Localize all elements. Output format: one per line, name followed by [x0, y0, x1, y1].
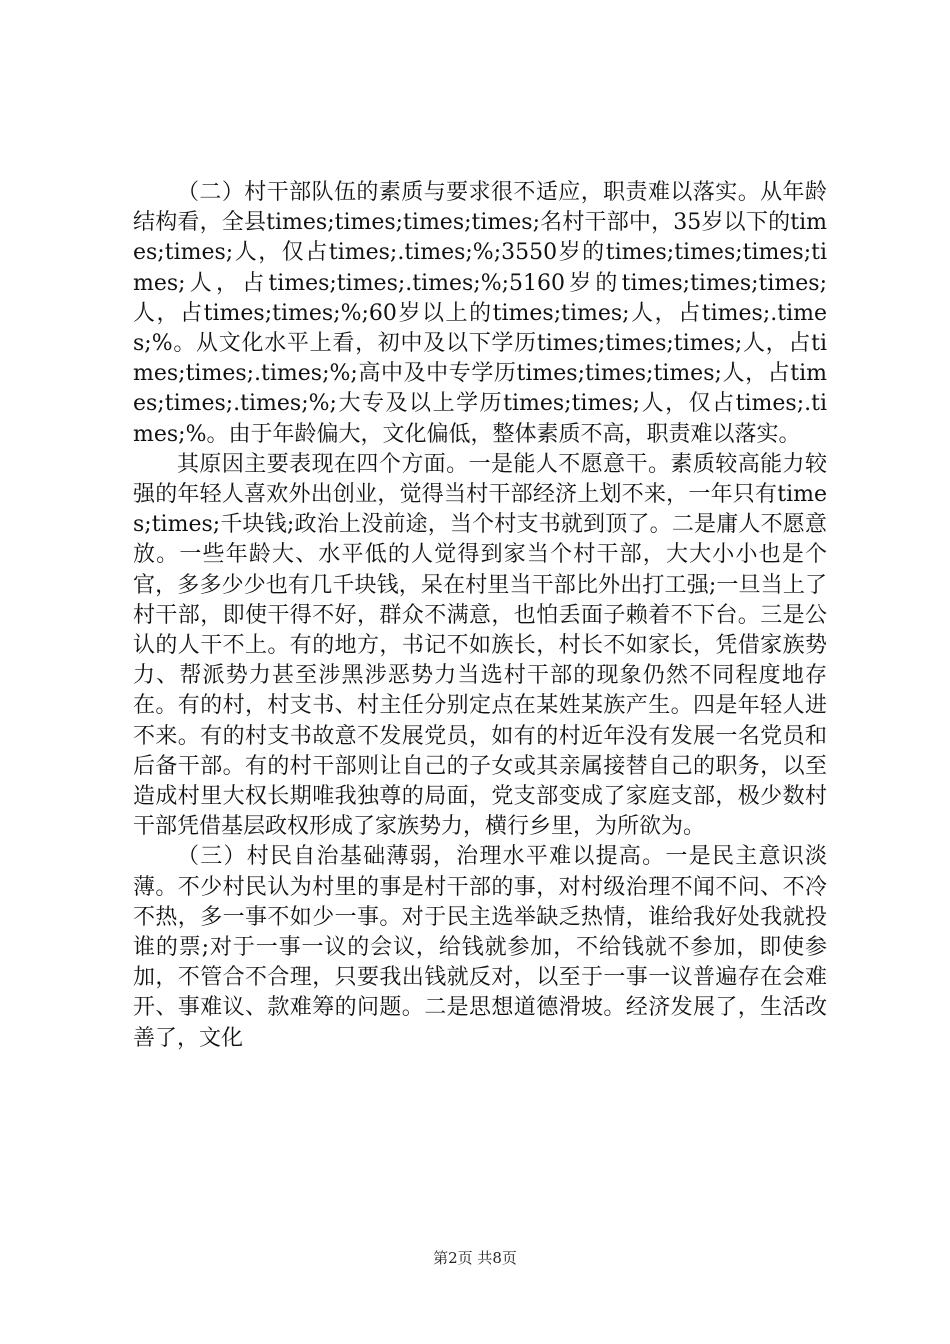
- paragraph-villager-autonomy: （三）村民自治基础薄弱，治理水平难以提高。一是民主意识淡薄。不少村民认为村里的事是村干部的事，对村级治理不闻不问、不冷不热，多一事不如少一事。对于民主选举缺乏热情，谁给我好处我就投谁的票;对于一事一议的会议，给钱就参加，不给钱就不参加，即使参加，不管合不合理，只要我出钱就反对，以至于一事一议普遍存在会难开、事难议、款难筹的问题。二是思想道德滑坡。经济发展了，生活改善了，文化: [133, 844, 827, 1051]
- page-number-footer: 第2页 共8页: [433, 1249, 517, 1267]
- document-body: [133, 178, 827, 1054]
- paragraph-four-reasons: 其原因主要表现在四个方面。一是能人不愿意干。素质较高能力较强的年轻人喜欢外出创业，觉得当村干部经济上划不来，一年只有times;times;千块钱;政治上没前途，当个村支书就到顶了。二是庸人不愿意放。一些年龄大、水平低的人觉得到家当个村干部，大大小小也是个官，多多少少也有几千块钱，呆在村里当干部比外出打工强;一旦当上了村干部，即使干得不好，群众不满意，也怕丢面子赖着不下台。三是公认的人干不上。有的地方，书记不如族长，村长不如家长，凭借家族势力、帮派势力甚至涉黑涉恶势力当选村干部的现象仍然不同程度地存在。有的村，村支书、村主任分别定点在某姓某族产生。四是年轻人进不来。有的村支书故意不发展党员，如有的村近年没有发展一名党员和后备干部。有的村干部则让自己的子女或其亲属接替自己的职务，以至造成村里大权长期唯我独尊的局面，党支部变成了家庭支部，极少数村干部凭借基层政权形成了家族势力，横行乡里，为所欲为。: [133, 451, 827, 840]
- paragraph-village-cadre-quality: （二）村干部队伍的素质与要求很不适应，职责难以落实。从年龄结构看，全县times;times;times;times;名村干部中，35岁以下的times;times;人，仅占times;.times;%;3550岁的times;times;times;times;人，占times;times;.times;%;5160岁的times;times;times;人，占times;times;%;60岁以上的times;times;人，占times;.times;%。从文化水平上看，初中及以下学历times;times;times;人，占times;times;.times;%;高中及中专学历times;times;times;人，占times;times;.times;%;大专及以上学历times;times;人，仅占times;.times;%。由于年龄偏大，文化偏低，整体素质不高，职责难以落实。: [133, 180, 827, 447]
